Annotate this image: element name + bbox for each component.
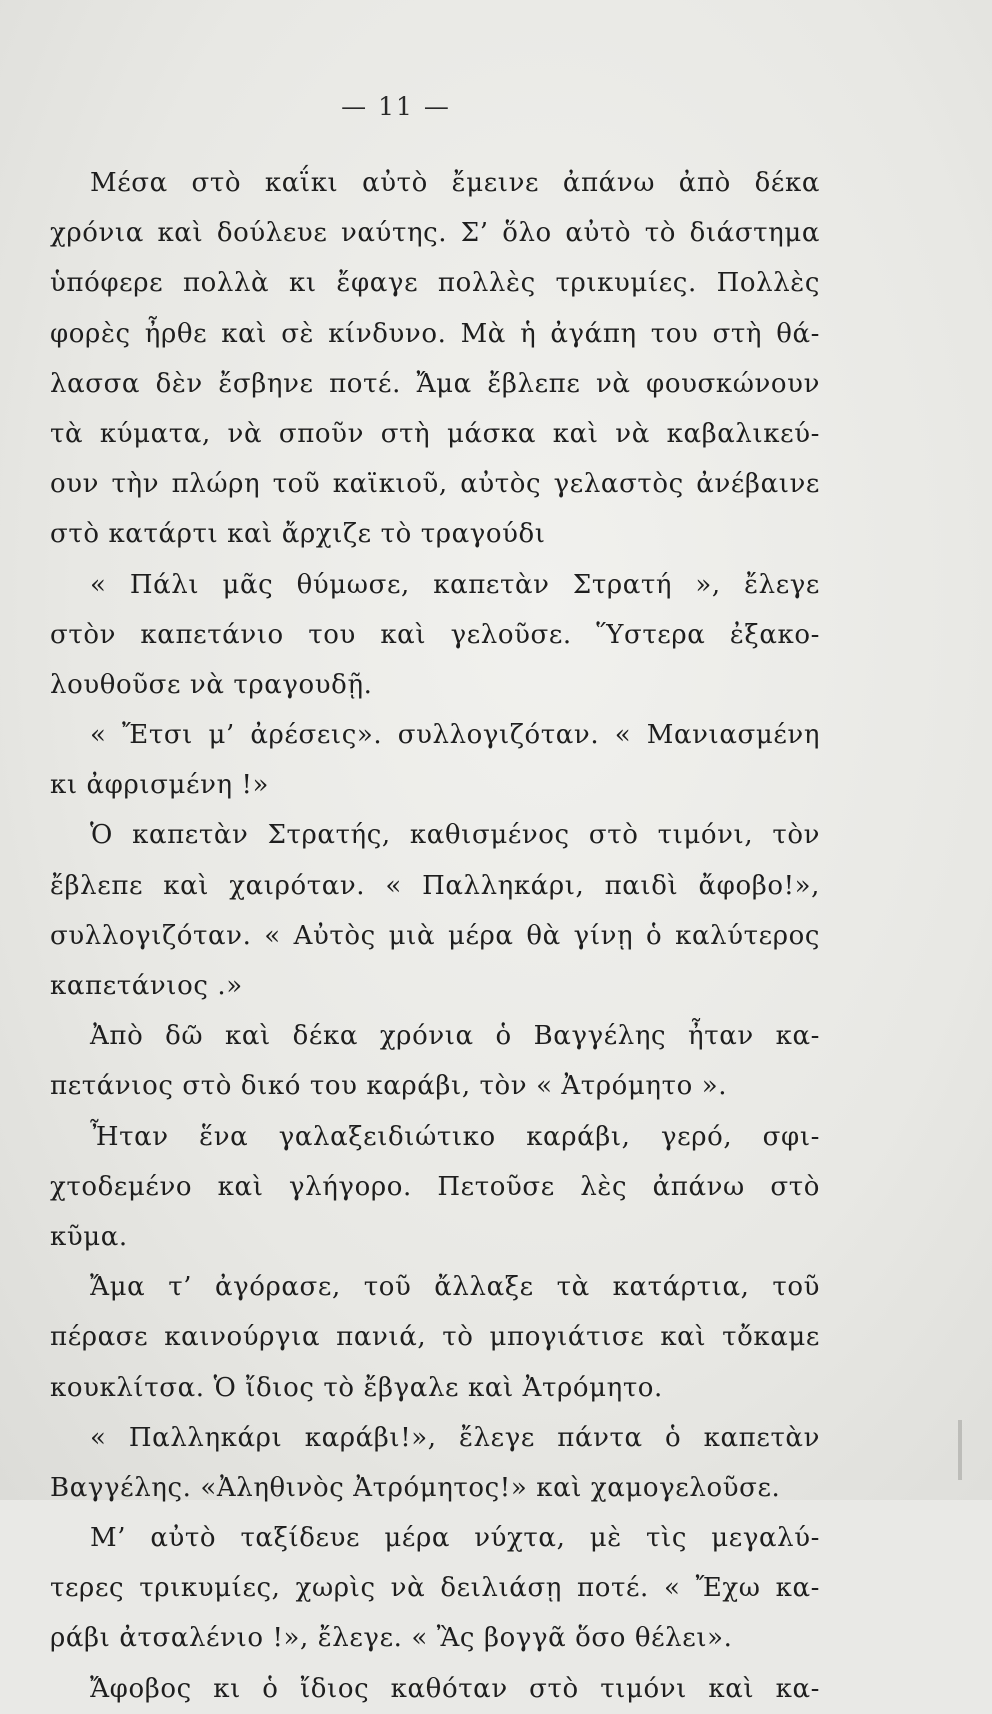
- text-line: « Παλληκάρι καράβι!», ἔλεγε πάντα ὁ καπετὰν: [90, 1422, 820, 1453]
- page-number: — 11 —: [341, 92, 451, 121]
- text-line: συλλογιζόταν. « Αὐτὸς μιὰ μέρα θὰ γίνῃ ὁ καλύτερος: [50, 920, 820, 951]
- text-line: κῦμα.: [50, 1221, 128, 1252]
- text-line: πέρασε καινούργια πανιά, τὸ μπογιάτισε καὶ τὄκαμε: [50, 1322, 820, 1353]
- text-line: Ἀπὸ δῶ καὶ δέκα χρόνια ὁ Βαγγέλης ἦταν κα-: [90, 1021, 820, 1052]
- text-line: λουθοῦσε νὰ τραγουδῇ.: [50, 669, 373, 700]
- text-line: στὸ κατάρτι καὶ ἄρχιζε τὸ τραγούδι: [50, 519, 546, 550]
- body-text: [50, 158, 820, 1714]
- text-line: ἔβλεπε καὶ χαιρόταν. « Παλληκάρι, παιδὶ ἄφοβο!»,: [50, 870, 820, 901]
- text-line: « Πάλι μᾶς θύμωσε, καπετὰν Στρατή », ἔλεγε: [90, 569, 820, 600]
- text-line: Μέσα στὸ καΐκι αὐτὸ ἔμεινε ἀπάνω ἀπὸ δέκα: [90, 168, 820, 198]
- text-line: κουκλίτσα. Ὁ ἴδιος τὸ ἔβγαλε καὶ Ἀτρόμητο.: [50, 1372, 663, 1403]
- text-line: χρόνια καὶ δούλευε ναύτης. Σ’ ὅλο αὐτὸ τὸ διάστημα: [50, 218, 820, 249]
- text-line: τὰ κύματα, νὰ σποῦν στὴ μάσκα καὶ νὰ καβαλικεύ-: [50, 418, 820, 449]
- text-line: φορὲς ἦρθε καὶ σὲ κίνδυνο. Μὰ ἡ ἀγάπη του στὴ θά-: [50, 318, 820, 349]
- text-line: Ἄφοβος κι ὁ ἴδιος καθόταν στὸ τιμόνι καὶ κα-: [90, 1673, 820, 1704]
- text-line: λασσα δὲν ἔσβηνε ποτέ. Ἄμα ἔβλεπε νὰ φουσκώνουν: [50, 368, 820, 399]
- text-line: Ἦταν ἕνα γαλαξειδιώτικο καράβι, γερό, σφι-: [90, 1121, 820, 1152]
- text-line: Μ’ αὐτὸ ταξίδευε μέρα νύχτα, μὲ τὶς μεγαλύ-: [90, 1523, 820, 1554]
- text-line: χτοδεμένο καὶ γλήγορο. Πετοῦσε λὲς ἀπάνω στὸ: [50, 1171, 820, 1202]
- text-line: κι ἀφρισμένη !»: [50, 770, 270, 801]
- text-line: πετάνιος στὸ δικό του καράβι, τὸν « Ἀτρόμητο ».: [50, 1071, 728, 1102]
- text-line: στὸν καπετάνιο του καὶ γελοῦσε. Ὕστερα ἐξακο-: [50, 619, 820, 650]
- page-edge-mark: [958, 1420, 962, 1480]
- text-line: καπετάνιος .»: [50, 971, 243, 1001]
- text-line: « Ἔτσι μ’ ἀρέσεις». συλλογιζόταν. « Μανιασμένη: [90, 720, 820, 751]
- text-line: ουν τὴν πλώρη τοῦ καϊκιοῦ, αὐτὸς γελαστὸς ἀνέβαινε: [50, 469, 820, 500]
- text-line: Βαγγέλης. «Ἀληθινὸς Ἀτρόμητος!» καὶ χαμογελοῦσε.: [50, 1472, 781, 1503]
- text-line: Ἄμα τ’ ἀγόρασε, τοῦ ἄλλαξε τὰ κατάρτια, τοῦ: [90, 1272, 820, 1303]
- text-line: τερες τρικυμίες, χωρὶς νὰ δειλιάσῃ ποτέ. « Ἔχω κα-: [50, 1573, 820, 1604]
- text-line: Ὁ καπετὰν Στρατής, καθισμένος στὸ τιμόνι, τὸν: [90, 820, 820, 851]
- text-line: ράβι ἀτσαλένιο !», ἔλεγε. « Ἂς βογγᾶ ὅσο θέλει».: [50, 1623, 733, 1654]
- text-line: ὑπόφερε πολλὰ κι ἔφαγε πολλὲς τρικυμίες. Πολλὲς: [50, 268, 820, 299]
